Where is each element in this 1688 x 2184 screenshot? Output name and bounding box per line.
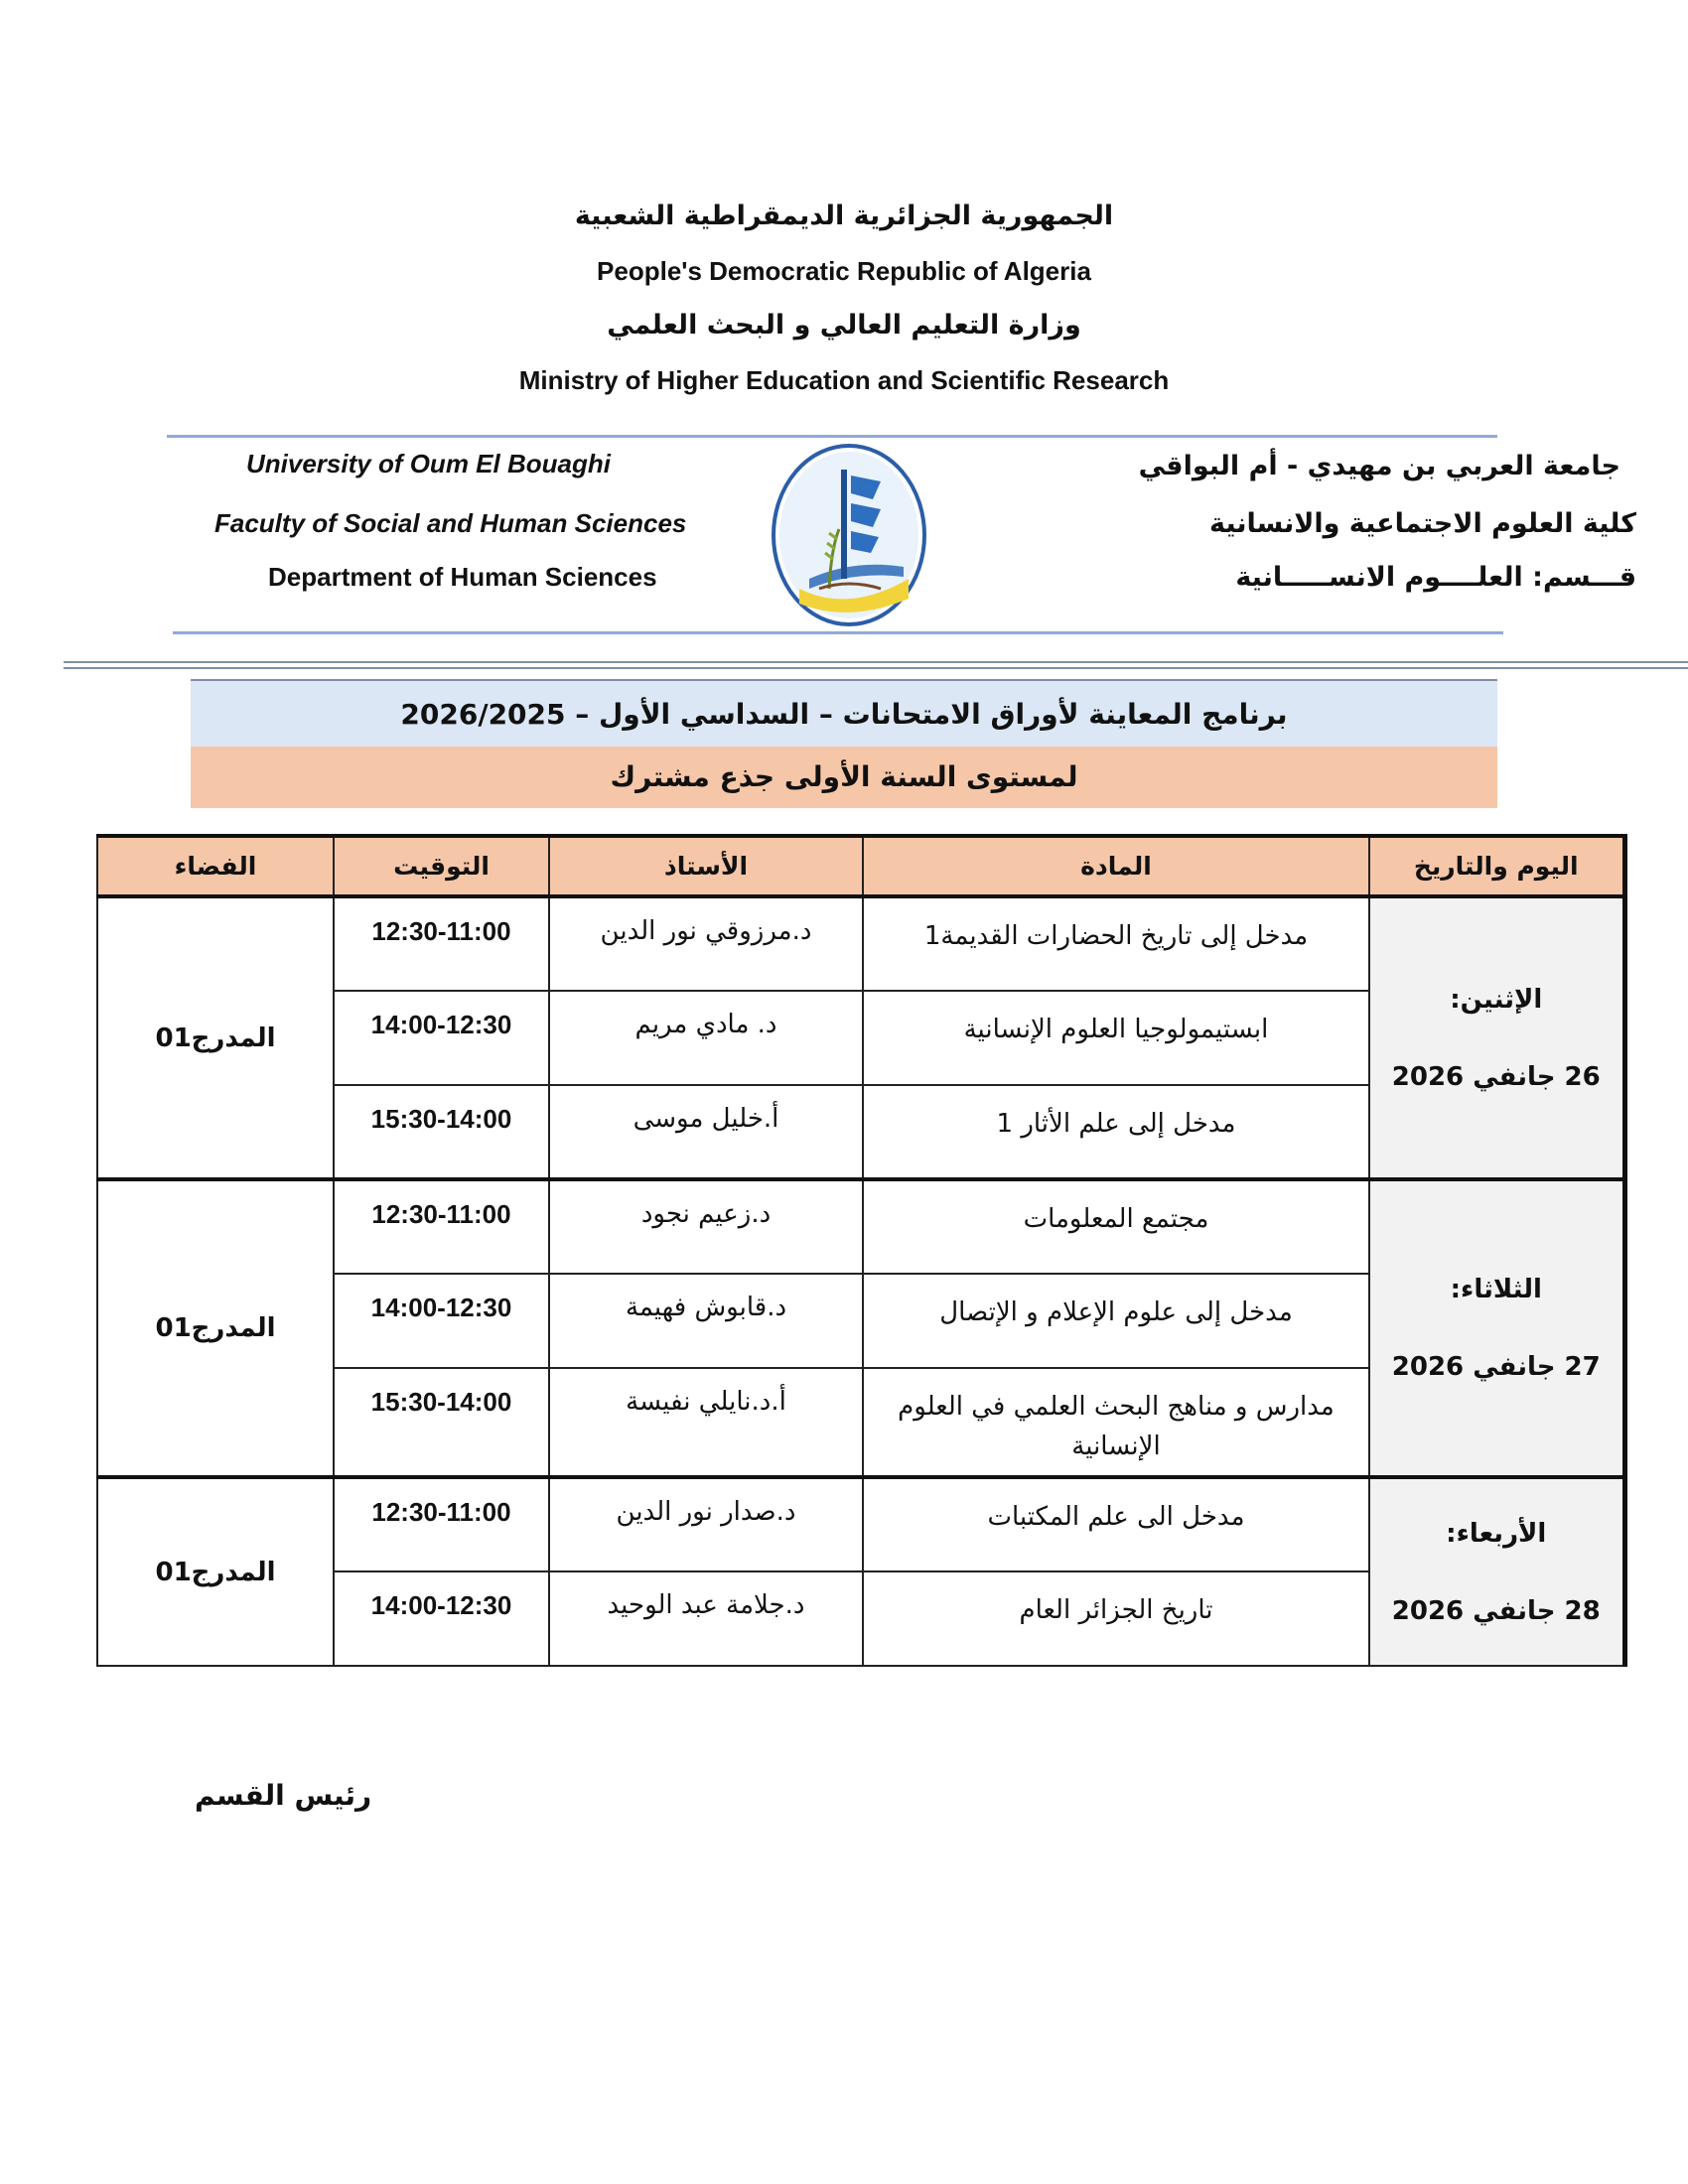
time-cell: 15:30-14:00 xyxy=(334,1085,549,1179)
day-date: 28 جانفي 2026 xyxy=(1391,1595,1601,1626)
day-name: الأربعاء: xyxy=(1446,1518,1547,1549)
day-name: الإثنين: xyxy=(1450,984,1543,1015)
time-cell: 12:30-11:00 xyxy=(334,896,549,991)
time-cell: 15:30-14:00 xyxy=(334,1368,549,1477)
day-cell xyxy=(1369,1179,1624,1477)
subject-cell: مجتمع المعلومات xyxy=(863,1179,1369,1274)
university-logo-icon xyxy=(770,440,928,630)
subject-cell: مدارس و مناهج البحث العلمي في العلوم الإنسانية xyxy=(863,1368,1369,1477)
professor-cell: د.زعيم نجود xyxy=(549,1179,863,1274)
subject-cell: ابستيمولوجيا العلوم الإنسانية xyxy=(863,991,1369,1085)
professor-cell: د.مرزوقي نور الدين xyxy=(549,896,863,991)
ministry-name-en: Ministry of Higher Education and Scientific Research xyxy=(518,365,1170,395)
professor-cell: د.جلامة عبد الوحيد xyxy=(549,1571,863,1666)
header-professor: الأستاذ xyxy=(549,836,863,896)
header-hall: الفضاء xyxy=(97,836,334,896)
republic-name-ar: الجمهورية الجزائرية الديمقراطية الشعبية xyxy=(574,201,1114,231)
header-day: اليوم والتاريخ xyxy=(1369,836,1624,896)
table-row xyxy=(97,896,1624,991)
subject-cell: مدخل إلى تاريخ الحضارات القديمة1 xyxy=(863,896,1369,991)
department-name-ar: قـــسم: العلــــوم الانســـــانية xyxy=(1235,562,1636,593)
header-divider-bottom xyxy=(173,631,1503,634)
republic-name-en: People's Democratic Republic of Algeria xyxy=(597,256,1091,286)
professor-cell: د.قابوش فهيمة xyxy=(549,1274,863,1368)
level-title: لمستوى السنة الأولى جذع مشترك xyxy=(191,747,1497,808)
faculty-name-en: Faculty of Social and Human Sciences xyxy=(214,508,687,538)
day-cell xyxy=(1369,896,1624,1179)
table-header-row xyxy=(97,836,1624,896)
department-name-en: Department of Human Sciences xyxy=(268,562,657,592)
university-name-ar: جامعة العربي بن مهيدي - أم البواقي xyxy=(1138,451,1620,481)
time-cell: 14:00-12:30 xyxy=(334,1274,549,1368)
university-name-en: University of Oum El Bouaghi xyxy=(246,449,611,478)
day-cell xyxy=(1369,1477,1624,1666)
header-divider-top xyxy=(167,435,1497,438)
department-head-signature-label: رئيس القسم xyxy=(195,1779,372,1812)
header-time: التوقيت xyxy=(334,836,549,896)
hall-cell: المدرج01 xyxy=(97,1179,334,1477)
hall-cell: المدرج01 xyxy=(97,896,334,1179)
subject-cell: تاريخ الجزائر العام xyxy=(863,1571,1369,1666)
subject-cell: مدخل الى علم المكتبات xyxy=(863,1477,1369,1571)
hall-cell: المدرج01 xyxy=(97,1477,334,1666)
professor-cell: أ.د.نايلي نفيسة xyxy=(549,1368,863,1477)
faculty-name-ar: كلية العلوم الاجتماعية والانسانية xyxy=(1208,508,1636,539)
page-divider-2 xyxy=(64,667,1688,669)
day-date: 27 جانفي 2026 xyxy=(1391,1352,1601,1382)
time-cell: 14:00-12:30 xyxy=(334,991,549,1085)
subject-cell: مدخل إلى علم الأثار 1 xyxy=(863,1085,1369,1179)
table-row xyxy=(97,1477,1624,1571)
exam-schedule-table xyxy=(96,834,1627,1667)
header-subject: المادة xyxy=(863,836,1369,896)
professor-cell: د.صدار نور الدين xyxy=(549,1477,863,1571)
time-cell: 14:00-12:30 xyxy=(334,1571,549,1666)
page-divider-1 xyxy=(64,661,1688,663)
time-cell: 12:30-11:00 xyxy=(334,1477,549,1571)
professor-cell: أ.خليل موسى xyxy=(549,1085,863,1179)
day-date: 26 جانفي 2026 xyxy=(1391,1061,1601,1092)
day-name: الثلاثاء: xyxy=(1450,1275,1542,1304)
professor-cell: د. مادي مريم xyxy=(549,991,863,1085)
time-cell: 12:30-11:00 xyxy=(334,1179,549,1274)
subject-cell: مدخل إلى علوم الإعلام و الإتصال xyxy=(863,1274,1369,1368)
schedule-title: برنامج المعاينة لأوراق الامتحانات – السداسي الأول – 2026/2025 xyxy=(191,679,1497,747)
table-row xyxy=(97,1179,1624,1274)
ministry-name-ar: وزارة التعليم العالي و البحث العلمي xyxy=(607,310,1081,341)
